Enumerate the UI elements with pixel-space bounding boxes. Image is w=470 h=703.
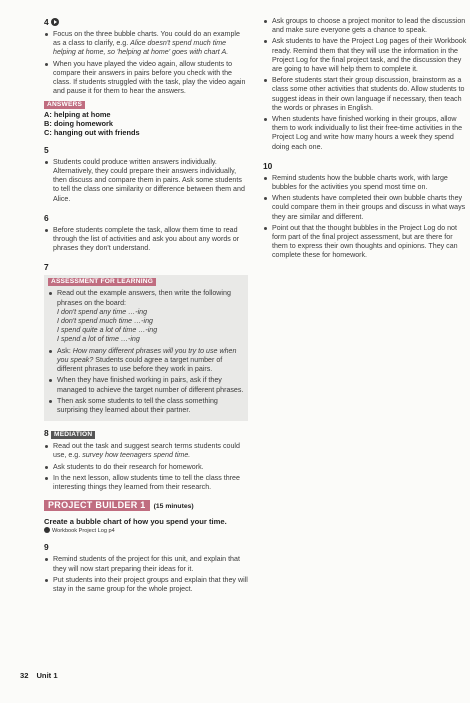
phrase-3: I spend quite a lot of time …-ing (57, 326, 158, 335)
section-8-heading (44, 428, 249, 439)
list-item: When you have played the video again, allow students to compare their answers in pairs before you check with the class. If students struggled with the task, play the video again and pause it for them to hear the answers. (44, 60, 249, 97)
section-10-list (263, 174, 468, 261)
workbook-reference (44, 527, 249, 535)
answer-b: B: doing homework (44, 119, 113, 129)
item-text: Focus on the three bubble charts. You could do an example as a class to clarify, e.g. (53, 30, 240, 48)
section-6-heading: 6 (44, 212, 49, 223)
list-item: Then ask some students to tell the class something surprising they learned about their partner. (48, 397, 244, 415)
list-item: Remind students of the project for this unit, and explain that they will now start preparing their ideas for it. (44, 555, 249, 573)
section-7-heading: 7 (44, 262, 49, 273)
project-builder-label: PROJECT BUILDER 1 (44, 500, 150, 511)
item-text: Ask: (57, 346, 73, 355)
item-question: How many different phrases will you try to use when you speak? (57, 346, 237, 364)
section-5-list (44, 158, 249, 204)
list-item: Before students complete the task, allow them time to read through the list of activities and ask you about any words or phrases they don't understand. (44, 226, 249, 254)
project-builder-minutes: (15 minutes) (153, 503, 194, 511)
section-4-list (44, 30, 249, 96)
play-video-icon[interactable] (51, 18, 59, 26)
mediation-label: MEDIATION (51, 431, 95, 439)
phrase-1: I don't spend any time …-ing (57, 307, 148, 316)
list-item (44, 442, 249, 460)
section-7-list (48, 289, 244, 415)
answer-a: A: helping at home (44, 109, 111, 119)
page-number: 32 (20, 671, 29, 680)
section-number: 8 (44, 428, 49, 439)
section-6-list (44, 226, 249, 254)
list-item: Point out that the thought bubbles in the Project Log do not form part of the final project assessment, but are there for them to express their own thoughts and opinions. They can complete these for homework. (263, 224, 468, 261)
list-item: When students have finished working in their groups, allow them to work individually to list their free-time activities in the Project Log and write how many hours a week they spend doing each one. (263, 115, 468, 152)
section-9-heading: 9 (44, 542, 49, 553)
item-example: survey how teenagers spend time. (82, 451, 191, 460)
phrase-2: I don't spend much time …-ing (57, 317, 153, 326)
unit-label: Unit 1 (36, 671, 58, 680)
list-item: Ask groups to choose a project monitor to lead the discussion and make sure everyone gets a chance to speak. (263, 17, 468, 35)
section-10-heading: 10 (263, 160, 273, 171)
section-5-heading: 5 (44, 144, 49, 155)
answers-label: ANSWERS (44, 101, 85, 109)
workbook-icon (44, 527, 50, 533)
assessment-box (44, 275, 248, 421)
list-item (44, 30, 249, 58)
assessment-label: ASSESSMENT FOR LEARNING (48, 278, 156, 286)
item-text: Students could agree a target number of different phrases to use before they work in pairs. (57, 355, 223, 374)
list-item (48, 347, 244, 375)
list-item: Ask students to do their research for homework. (44, 463, 249, 472)
item-text: Read out the example answers, then write the following phrases on the board: (57, 289, 231, 307)
list-item: Before students start their group discussion, brainstorm as a class some other activities that students do. Allow students to suggest ideas in their own language if necessary, then teach the words or phrases in English. (263, 76, 468, 113)
project-task: Create a bubble chart of how you spend your time. (44, 517, 227, 527)
section-8-list (44, 442, 249, 492)
item-example: Alice doesn't spend much time helping at home, so 'helping at home' goes with chart A. (53, 39, 229, 57)
project-builder-heading (44, 500, 249, 511)
list-item (48, 289, 244, 344)
list-item: Put students into their project groups and explain that they will stay in the same group for the whole project. (44, 576, 249, 594)
item-text: Read out the task and suggest search terms students could use, e.g. (53, 442, 240, 460)
list-item: In the next lesson, allow students time to tell the class three interesting things they learned from their research. (44, 474, 249, 492)
answer-c: C: hanging out with friends (44, 128, 140, 138)
section-4-heading (44, 17, 249, 27)
list-item: Remind students how the bubble charts work, with large bubbles for the activities you spend most time on. (263, 174, 468, 192)
list-item: When students have completed their own bubble charts they could compare them in their groups and discuss in what ways they are similar and different. (263, 194, 468, 222)
section-number: 4 (44, 17, 49, 27)
workbook-text: Workbook Project Log p4 (52, 528, 115, 535)
list-item: Students could produce written answers individually. Alternatively, they could prepare their answers individually, then discuss and compare them in pairs. Ask some students to tell the class one similarity or difference between them and Alice. (44, 158, 249, 204)
answers-box (44, 100, 249, 137)
phrase-4: I spend a lot of time …-ing (57, 335, 140, 344)
section-9-list (44, 555, 249, 594)
page-footer (20, 671, 58, 680)
list-item: When they have finished working in pairs, ask if they managed to achieve the target number of different phrases. (48, 376, 244, 394)
left-column (44, 17, 249, 596)
section-9-continued-list (263, 17, 468, 152)
right-column (263, 17, 468, 263)
list-item: Ask students to have the Project Log pages of their Workbook ready. Remind them that they will use the information in the Project Log for the final project task, and the discussion they are going to have will help them to complete it. (263, 37, 468, 74)
